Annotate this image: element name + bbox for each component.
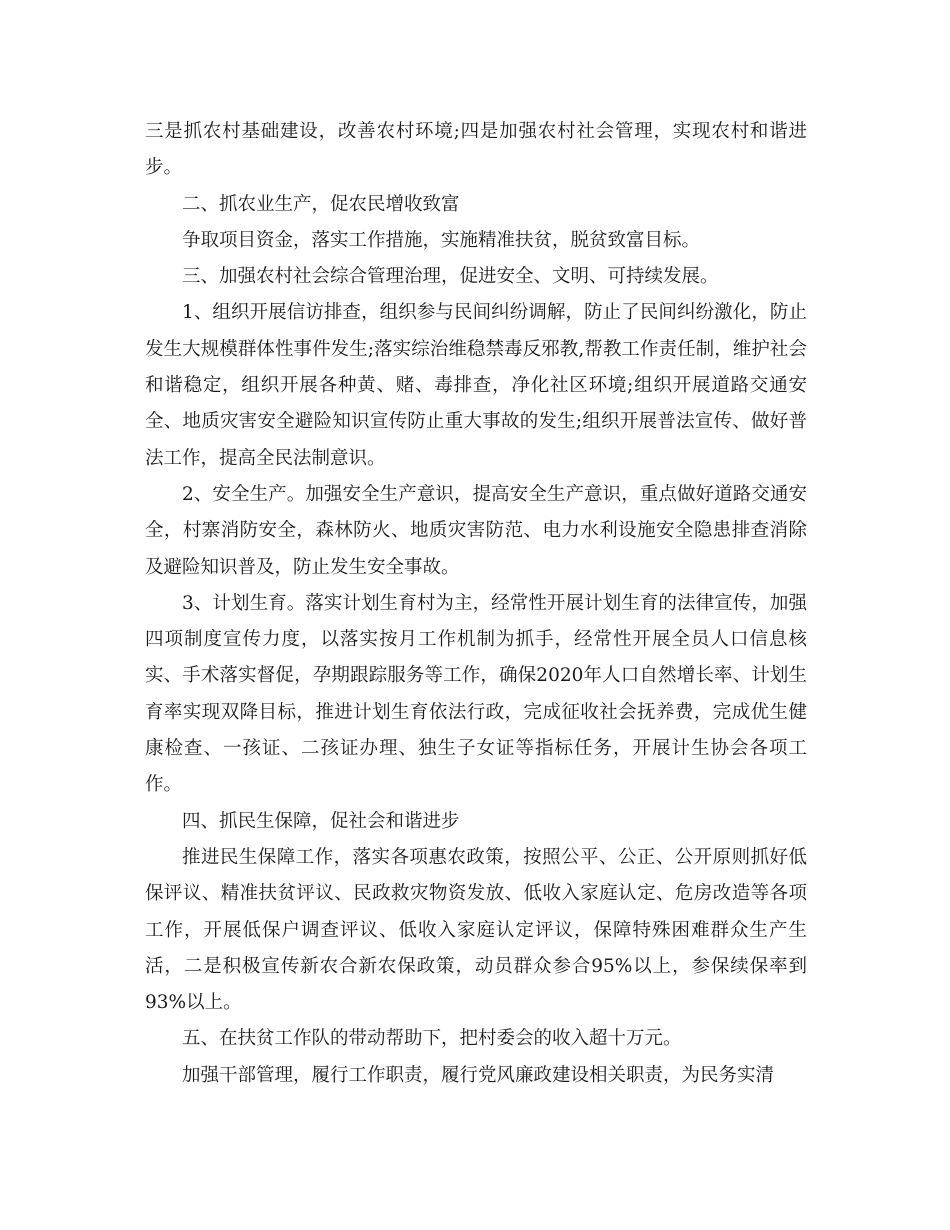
- section-heading-2: 二、抓农业生产，促农民增收致富: [182, 193, 460, 215]
- paragraph-p3: 争取项目资金，落实工作措施，实施精准扶贫，脱贫致富目标。: [182, 229, 701, 251]
- section-heading-3: 三、加强农村社会综合管理治理，促进安全、文明、可持续发展。: [182, 266, 719, 288]
- paragraph-p11: 加强干部管理，履行工作职责，履行党风廉政建设相关职责，为民务实清: [182, 1064, 775, 1086]
- section-heading-4: 四、抓民生保障，促社会和谐进步: [182, 810, 460, 832]
- document-body: [145, 114, 807, 1094]
- paragraph-item-1: 1、组织开展信访排查，组织参与民间纠纷调解，防止了民间纠纷激化，防止发生大规模群体性事件发生;落实综治维稳禁毒反邪教,帮教工作责任制，维护社会和谐稳定，组织开展各种黄、赌、毒排查，净化社区环境;组织开展道路交通安全、地质灾害安全避险知识宣传防止重大事故的发生;组织开展普法宣传、做好普法工作，提高全民法制意识。: [145, 302, 807, 469]
- paragraph-p9: 推进民生保障工作，落实各项惠农政策，按照公平、公正、公开原则抓好低保评议、精准扶贫评议、民政救灾物资发放、低收入家庭认定、危房改造等各项工作，开展低保户调查评议、低收入家庭认定评议，保障特殊困难群众生产生活，二是积极宣传新农合新农保政策，动员群众参合95%以上，参保续保率到93%以上。: [145, 846, 807, 1014]
- paragraph-item-3: 3、计划生育。落实计划生育村为主，经常性开展计划生育的法律宣传，加强四项制度宣传力度，以落实按月工作机制为抓手，经常性开展全员人口信息核实、手术落实督促，孕期跟踪服务等工作，确保2020年人口自然增长率、计划生育率实现双降目标，推进计划生育依法行政，完成征收社会抚养费，完成优生健康检查、一孩证、二孩证办理、独生子女证等指标任务，开展计生协会各项工作。: [145, 592, 807, 796]
- paragraph-item-2: 2、安全生产。加强安全生产意识，提高安全生产意识，重点做好道路交通安全，村寨消防安全，森林防火、地质灾害防范、电力水利设施安全隐患排查消除及避险知识普及，防止发生安全事故。: [145, 483, 807, 578]
- paragraph-p1: 三是抓农村基础建设，改善农村环境;四是加强农村社会管理，实现农村和谐进步。: [145, 121, 807, 179]
- section-heading-5: 五、在扶贫工作队的带动帮助下，把村委会的收入超十万元。: [182, 1028, 682, 1050]
